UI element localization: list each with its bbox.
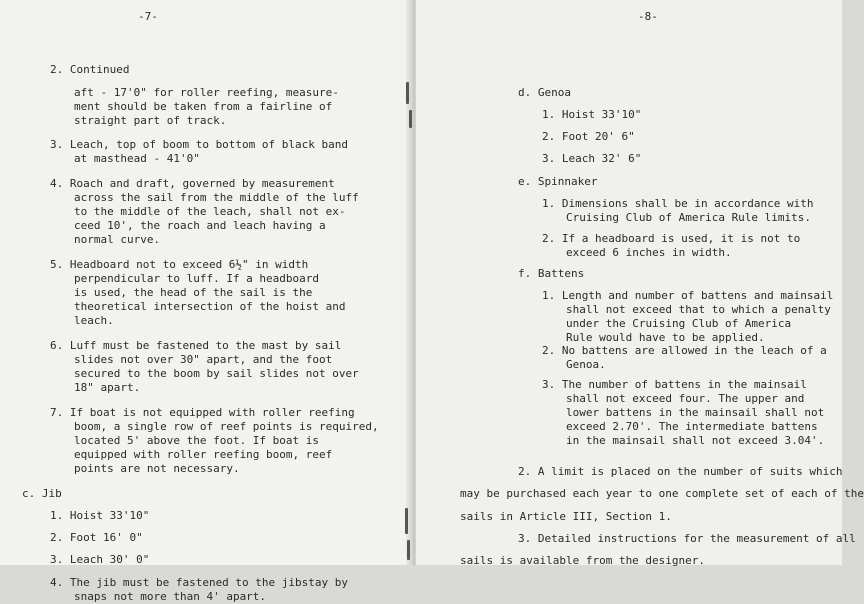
text-line: e. Spinnaker bbox=[518, 175, 598, 188]
text-line: sails is available from the designer. bbox=[460, 554, 706, 567]
text-line: 3. Detailed instructions for the measurement of all bbox=[518, 532, 856, 545]
text-line: in the mainsail shall not exceed 3.04'. bbox=[566, 434, 825, 447]
text-line: perpendicular to luff. If a headboard bbox=[74, 272, 320, 285]
text-line: equipped with roller reefing boom, reef bbox=[74, 448, 333, 461]
text-line: secured to the boom by sail slides not over bbox=[74, 367, 359, 380]
text-line: 2. No battens are allowed in the leach of a bbox=[542, 344, 827, 357]
text-line: slides not over 30" apart, and the foot bbox=[74, 353, 333, 366]
text-line: 2. If a headboard is used, it is not to bbox=[542, 232, 801, 245]
text-line: c. Jib bbox=[22, 487, 62, 500]
text-line: Genoa. bbox=[566, 358, 606, 371]
text-line: ceed 10', the roach and leach having a bbox=[74, 219, 326, 232]
text-line: ment should be taken from a fairline of bbox=[74, 100, 333, 113]
text-line: may be purchased each year to one complete set of each of the bbox=[460, 487, 864, 500]
text-line: 1. Dimensions shall be in accordance with bbox=[542, 197, 814, 210]
text-line: shall not exceed that to which a penalty bbox=[566, 303, 831, 316]
text-line: 3. Leach 32' 6" bbox=[542, 152, 642, 165]
text-line: aft - 17'0" for roller reefing, measure- bbox=[74, 86, 339, 99]
text-line: at masthead - 41'0" bbox=[74, 152, 200, 165]
staple-mark bbox=[405, 508, 408, 534]
text-line: shall not exceed four. The upper and bbox=[566, 392, 805, 405]
text-line: 1. Hoist 33'10" bbox=[542, 108, 642, 121]
text-line: 3. Leach, top of boom to bottom of black band bbox=[50, 138, 349, 151]
text-line: 1. Hoist 33'10" bbox=[50, 509, 150, 522]
text-line: f. Battens bbox=[518, 267, 585, 280]
left-page bbox=[0, 0, 412, 603]
text-line: 3. The number of battens in the mainsail bbox=[542, 378, 807, 391]
text-line: 3. Leach 30' 0" bbox=[50, 553, 150, 566]
text-line: Rule would have to be applied. bbox=[566, 331, 765, 344]
text-line: to the middle of the leach, shall not ex- bbox=[74, 205, 346, 218]
text-line: d. Genoa bbox=[518, 86, 571, 99]
staple-mark bbox=[409, 110, 412, 128]
staple-mark bbox=[407, 540, 410, 560]
text-line: is used, the head of the sail is the bbox=[74, 286, 313, 299]
text-line: 7. If boat is not equipped with roller reefing bbox=[50, 406, 355, 419]
text-line: 2. Foot 20' 6" bbox=[542, 130, 635, 143]
text-line: boom, a single row of reef points is required, bbox=[74, 420, 379, 433]
text-line: theoretical intersection of the hoist and bbox=[74, 300, 346, 313]
text-line: under the Cruising Club of America bbox=[566, 317, 792, 330]
text-line: 2. Continued bbox=[50, 63, 130, 76]
text-line: 2. A limit is placed on the number of suits which bbox=[518, 465, 843, 478]
right-page bbox=[416, 0, 864, 567]
text-line: leach. bbox=[74, 314, 114, 327]
text-line: snaps not more than 4' apart. bbox=[74, 590, 267, 603]
text-line: 6. Luff must be fastened to the mast by sail bbox=[50, 339, 342, 352]
text-line: across the sail from the middle of the luff bbox=[74, 191, 359, 204]
text-line: normal curve. bbox=[74, 233, 161, 246]
text-line: 1. Length and number of battens and mainsail bbox=[542, 289, 834, 302]
text-line: Cruising Club of America Rule limits. bbox=[566, 211, 812, 224]
staple-mark bbox=[406, 82, 409, 104]
text-line: straight part of track. bbox=[74, 114, 227, 127]
text-line: exceed 2.70'. The intermediate battens bbox=[566, 420, 818, 433]
text-line: located 5' above the foot. If boat is bbox=[74, 434, 320, 447]
text-line: 18" apart. bbox=[74, 381, 141, 394]
page-number-left: -7- bbox=[138, 10, 158, 23]
text-line: 4. Roach and draft, governed by measurement bbox=[50, 177, 335, 190]
text-line: 4. The jib must be fastened to the jibstay by bbox=[50, 576, 349, 589]
page-number-right: -8- bbox=[638, 10, 658, 23]
text-line: 5. Headboard not to exceed 6½" in width bbox=[50, 258, 309, 271]
text-line: points are not necessary. bbox=[74, 462, 240, 475]
text-line: exceed 6 inches in width. bbox=[566, 246, 732, 259]
text-line: sails in Article III, Section 1. bbox=[460, 510, 672, 523]
text-line: 2. Foot 16' 0" bbox=[50, 531, 143, 544]
text-line: lower battens in the mainsail shall not bbox=[566, 406, 825, 419]
